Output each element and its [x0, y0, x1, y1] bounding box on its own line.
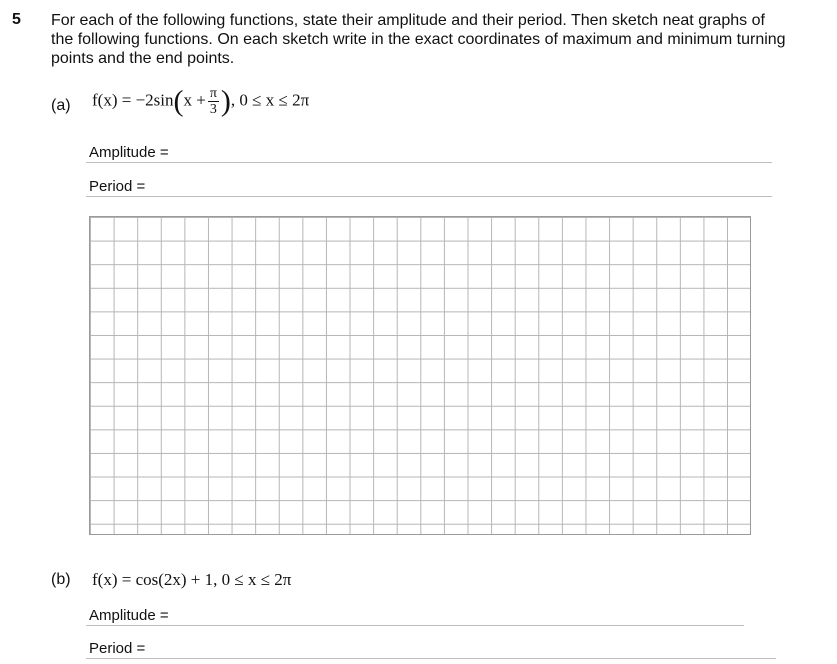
part-a-amplitude-answer-line[interactable]: [86, 162, 772, 163]
part-b-function: f(x) = cos(2x) + 1, 0 ≤ x ≤ 2π: [92, 570, 292, 589]
right-paren: ): [220, 84, 231, 118]
part-a-period-label: Period =: [89, 178, 146, 195]
pi-over-three-fraction: [208, 86, 219, 117]
part-b-period-answer-line[interactable]: [86, 658, 776, 659]
fraction-numerator: π: [209, 86, 217, 101]
question-instructions: For each of the following functions, state their amplitude and their period. Then sketch neat graphs of the following functions. On each sketch write in the exact coordinates of maximum and minimum turning points and the end points.: [51, 12, 786, 67]
part-b-amplitude-label: Amplitude =: [89, 607, 169, 624]
part-a-domain: , 0 ≤ x ≤ 2π: [230, 90, 310, 110]
part-a-period-answer-line[interactable]: [86, 196, 772, 197]
part-b-period-label: Period =: [89, 640, 146, 657]
part-a-amplitude-label: Amplitude =: [89, 144, 169, 161]
fraction-denominator: 3: [209, 102, 217, 117]
part-b-label: (b): [51, 571, 71, 588]
sketch-grid[interactable]: [89, 216, 751, 535]
question-number: 5: [12, 11, 21, 28]
part-a-x: x +: [183, 90, 206, 110]
left-paren: (: [173, 84, 184, 118]
part-b-amplitude-answer-line[interactable]: [86, 625, 744, 626]
part-a-lhs: f(x) = −2sin: [92, 90, 174, 110]
part-a-label: (a): [51, 97, 71, 114]
part-a-function: [92, 86, 309, 117]
